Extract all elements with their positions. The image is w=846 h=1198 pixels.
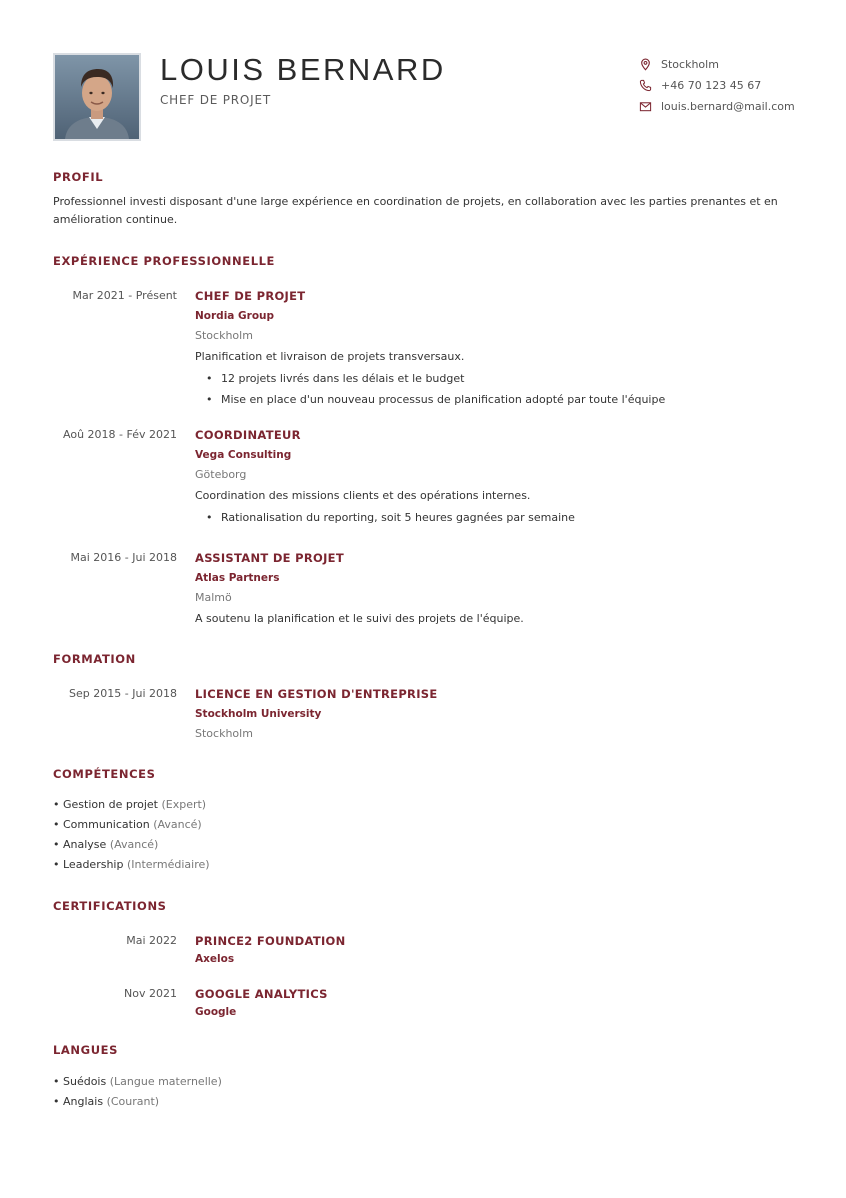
experience-heading: EXPÉRIENCE PROFESSIONNELLE bbox=[53, 254, 276, 268]
contact-location bbox=[638, 54, 838, 75]
contact-phone bbox=[638, 75, 838, 96]
entry-location: Malmö bbox=[195, 591, 232, 604]
entry-bullets bbox=[206, 511, 815, 532]
skill-name: Analyse bbox=[63, 838, 107, 851]
skill-item: • Analyse (Avancé) bbox=[53, 838, 159, 851]
language-item: • Suédois (Langue maternelle) bbox=[53, 1075, 222, 1088]
languages-heading: LANGUES bbox=[53, 1043, 118, 1057]
skills-list bbox=[53, 798, 453, 878]
entry-degree: LICENCE EN GESTION D'ENTREPRISE bbox=[195, 687, 438, 701]
language-item: • Anglais (Courant) bbox=[53, 1095, 160, 1108]
portrait-image bbox=[55, 55, 139, 139]
language-name: Anglais bbox=[63, 1095, 104, 1108]
certification-name: PRINCE2 FOUNDATION bbox=[195, 934, 346, 948]
contact-block bbox=[638, 54, 838, 117]
location-text: Stockholm bbox=[661, 58, 719, 71]
language-level: (Langue maternelle) bbox=[109, 1075, 222, 1088]
skill-level: (Avancé) bbox=[109, 838, 159, 851]
skill-level: (Avancé) bbox=[153, 818, 202, 831]
entry-location: Stockholm bbox=[195, 329, 253, 342]
certification-name: GOOGLE ANALYTICS bbox=[195, 987, 328, 1001]
phone-text: +46 70 123 45 67 bbox=[661, 79, 762, 92]
skill-name: Gestion de projet bbox=[63, 798, 158, 811]
entry-role: ASSISTANT DE PROJET bbox=[195, 551, 344, 565]
contact-email bbox=[638, 96, 838, 117]
bullet-item: • Mise en place d'un nouveau processus de planification adopté par toute l'équipe bbox=[206, 393, 815, 414]
skill-item: • Communication (Avancé) bbox=[53, 818, 202, 831]
phone-icon bbox=[638, 79, 652, 93]
entry-date: Mar 2021 - Présent bbox=[72, 289, 177, 302]
profile-summary: Professionnel investi disposant d'une large expérience en coordination de projets, en collaboration avec les parties prenantes et en amélioration continue. bbox=[53, 195, 778, 226]
profile-heading: PROFIL bbox=[53, 170, 104, 184]
skill-item: • Gestion de projet (Expert) bbox=[53, 798, 207, 811]
bullet-item: • 12 projets livrés dans les délais et le budget bbox=[206, 372, 815, 393]
entry-location: Stockholm bbox=[195, 727, 253, 740]
skills-heading: COMPÉTENCES bbox=[53, 767, 156, 781]
job-title: CHEF DE PROJET bbox=[160, 93, 272, 107]
bullet-item: • Rationalisation du reporting, soit 5 heures gagnées par semaine bbox=[206, 511, 815, 532]
entry-location: Göteborg bbox=[195, 468, 247, 481]
entry-date: Nov 2021 bbox=[124, 987, 177, 1000]
mail-icon bbox=[638, 100, 652, 114]
entry-date: Mai 2016 - Jui 2018 bbox=[70, 551, 177, 564]
entry-bullets bbox=[206, 372, 815, 414]
entry-date: Aoû 2018 - Fév 2021 bbox=[63, 428, 177, 441]
skill-name: Leadership bbox=[63, 858, 124, 871]
entry-role: CHEF DE PROJET bbox=[195, 289, 306, 303]
entry-description: Planification et livraison de projets transversaux. bbox=[195, 350, 465, 363]
entry-description: Coordination des missions clients et des opérations internes. bbox=[195, 489, 531, 502]
email-link[interactable]: louis.bernard@mail.com bbox=[661, 100, 795, 113]
skill-item: • Leadership (Intermédiaire) bbox=[53, 858, 210, 871]
candidate-name: LOUIS BERNARD bbox=[160, 52, 446, 87]
entry-date: Mai 2022 bbox=[126, 934, 177, 947]
location-pin-icon bbox=[638, 58, 652, 72]
certifications-heading: CERTIFICATIONS bbox=[53, 899, 167, 913]
entry-company: Atlas Partners bbox=[195, 572, 280, 584]
education-heading: FORMATION bbox=[53, 652, 136, 666]
language-level: (Courant) bbox=[106, 1095, 160, 1108]
entry-role: COORDINATEUR bbox=[195, 428, 301, 442]
entry-company: Vega Consulting bbox=[195, 449, 292, 461]
entry-description: A soutenu la planification et le suivi des projets de l'équipe. bbox=[195, 612, 524, 625]
profile-photo bbox=[53, 53, 141, 141]
certification-issuer: Axelos bbox=[195, 953, 235, 965]
entry-school: Stockholm University bbox=[195, 708, 322, 720]
skill-name: Communication bbox=[63, 818, 150, 831]
skill-level: (Intermédiaire) bbox=[126, 858, 210, 871]
entry-date: Sep 2015 - Jui 2018 bbox=[69, 687, 177, 700]
certification-issuer: Google bbox=[195, 1006, 237, 1018]
skill-level: (Expert) bbox=[161, 798, 207, 811]
entry-company: Nordia Group bbox=[195, 310, 275, 322]
language-name: Suédois bbox=[63, 1075, 107, 1088]
languages-list bbox=[53, 1075, 453, 1115]
